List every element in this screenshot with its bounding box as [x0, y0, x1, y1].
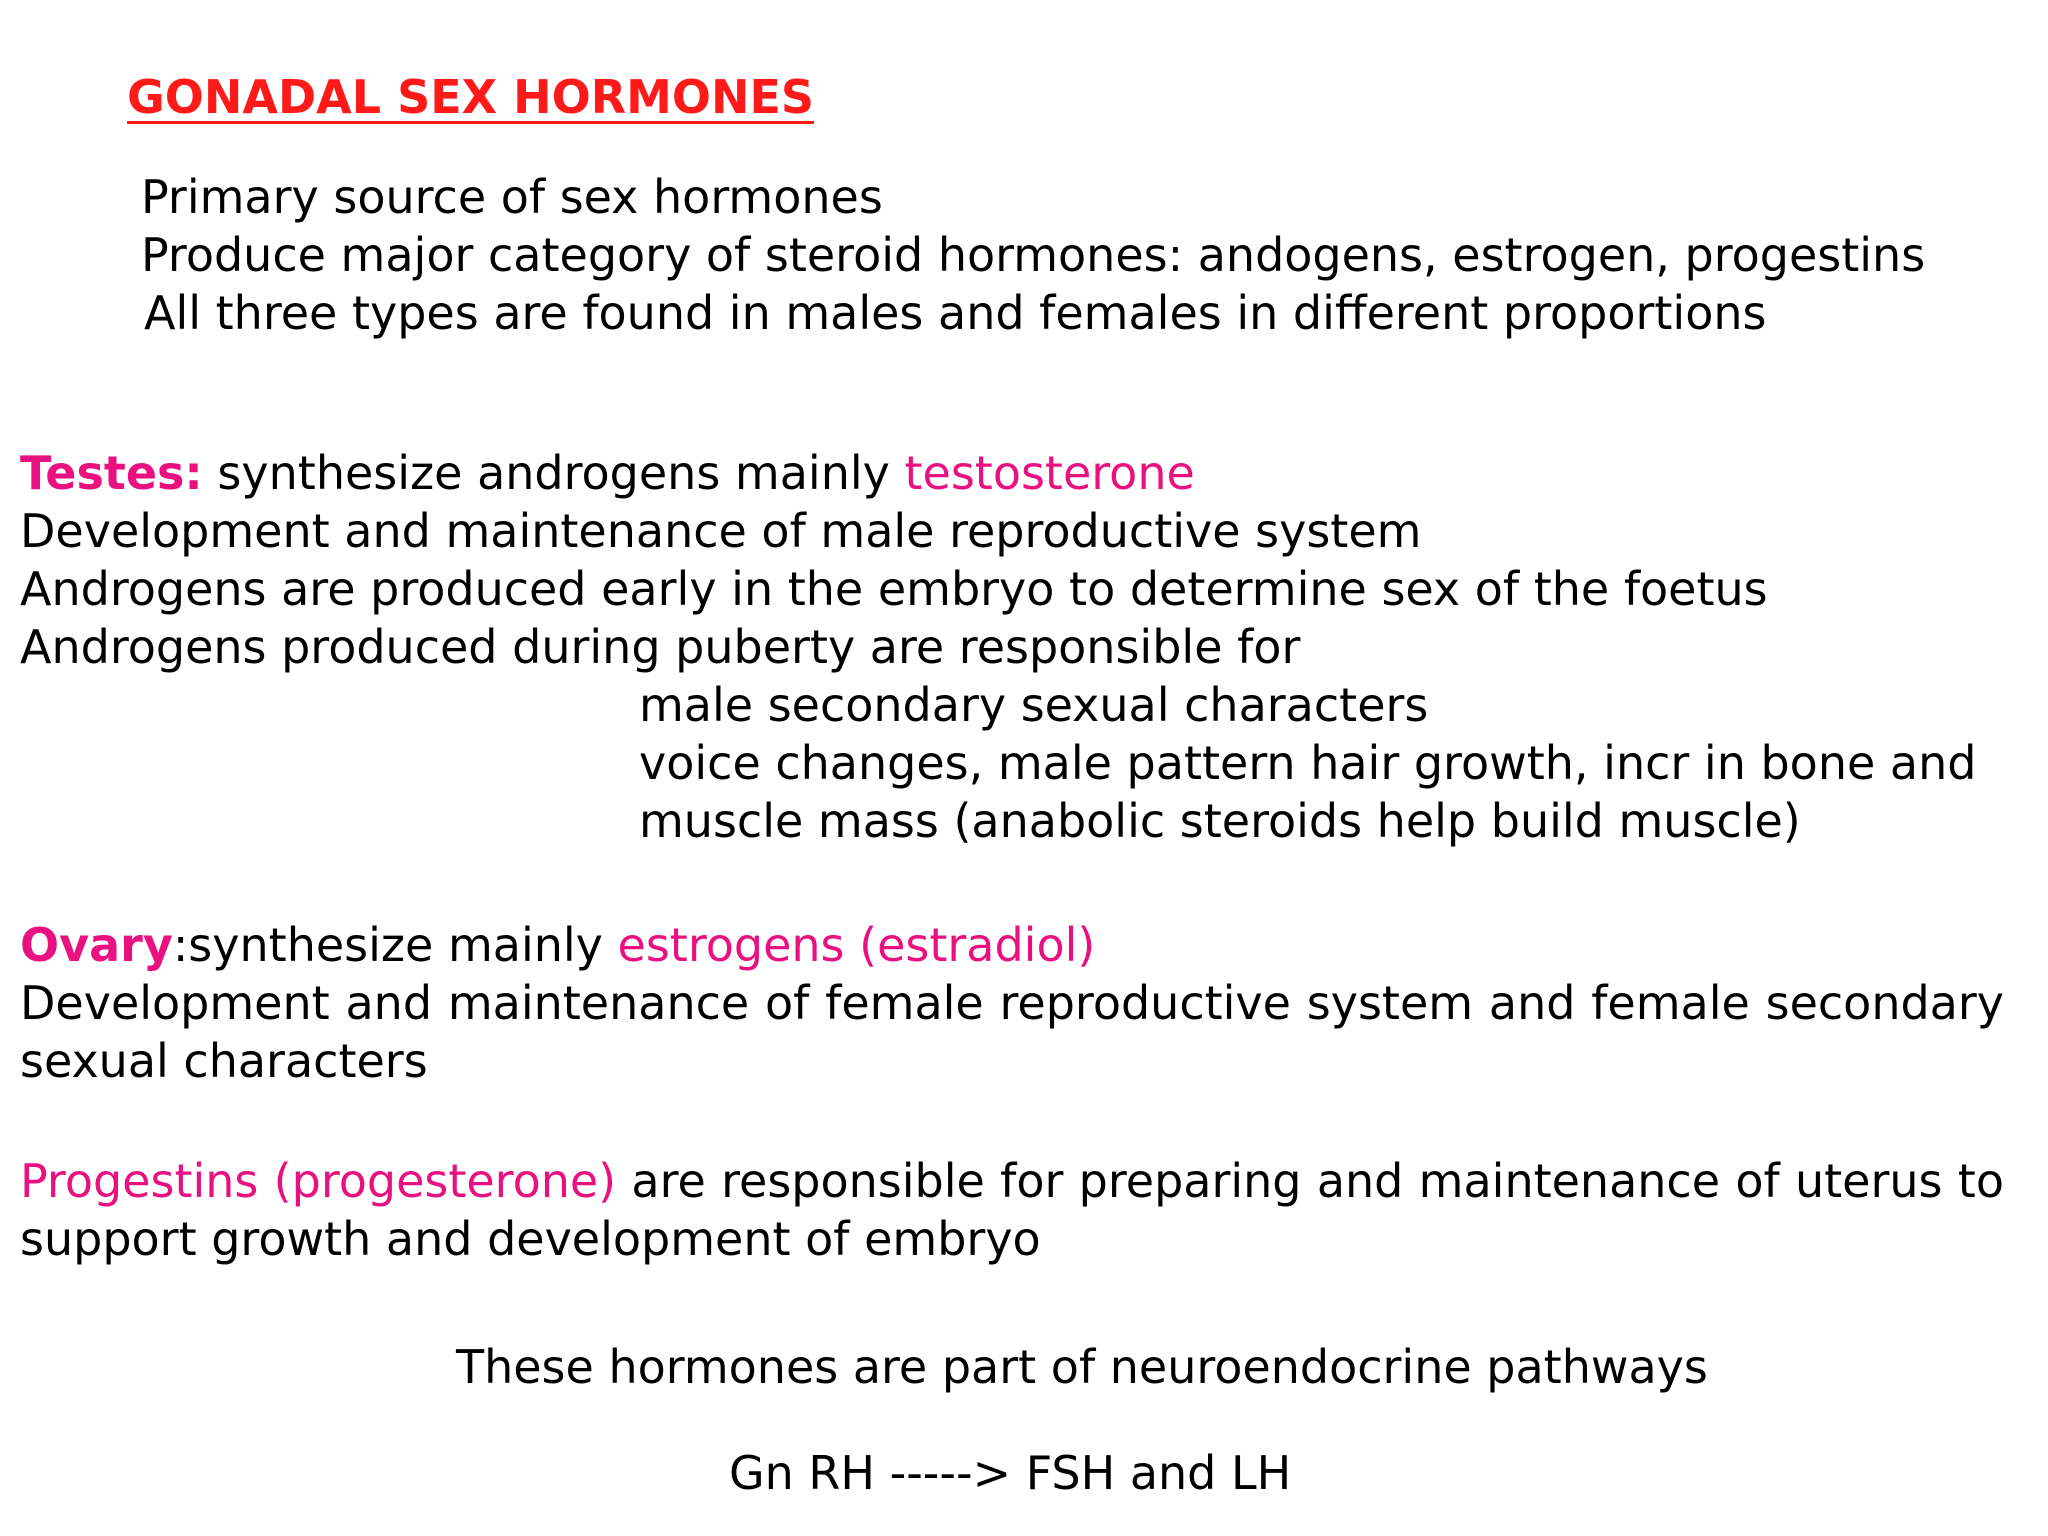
slide-title: GONADAL SEX HORMONES	[127, 70, 815, 124]
ovary-line-2: sexual characters	[20, 1034, 428, 1088]
testes-sub-line-1: male secondary sexual characters	[639, 678, 1429, 732]
intro-line-2: Produce major category of steroid hormones: andogens, estrogen, progestins	[141, 228, 1926, 282]
testes-line-1: Development and maintenance of male reproductive system	[20, 504, 1422, 558]
testes-heading-line	[20, 444, 1195, 502]
ovary-label: Ovary	[20, 918, 173, 972]
testes-line-2: Androgens are produced early in the embryo to determine sex of the foetus	[20, 562, 1768, 616]
footer-line-1: These hormones are part of neuroendocrine pathways	[456, 1340, 1708, 1394]
ovary-text: :synthesize mainly	[172, 918, 618, 972]
progestins-line-1	[20, 1152, 2004, 1210]
testes-sub-line-2: voice changes, male pattern hair growth, incr in bone and	[639, 736, 1977, 790]
progestins-highlight: Progestins (progesterone)	[20, 1154, 617, 1208]
progestins-text: are responsible for preparing and maintenance of uterus to	[616, 1154, 2004, 1208]
footer-line-2: Gn RH -----> FSH and LH	[729, 1446, 1292, 1500]
ovary-heading-line	[20, 916, 1095, 974]
testes-text: synthesize androgens mainly	[202, 446, 905, 500]
testes-sub-line-3: muscle mass (anabolic steroids help build muscle)	[639, 794, 1801, 848]
ovary-line-1: Development and maintenance of female reproductive system and female secondary	[20, 976, 2004, 1030]
intro-line-3: All three types are found in males and females in different proportions	[144, 286, 1767, 340]
testes-highlight: testosterone	[904, 446, 1195, 500]
testes-line-3: Androgens produced during puberty are responsible for	[20, 620, 1301, 674]
testes-label: Testes:	[20, 446, 203, 500]
ovary-highlight: estrogens (estradiol)	[617, 918, 1096, 972]
intro-line-1: Primary source of sex hormones	[141, 170, 883, 224]
progestins-line-2: support growth and development of embryo	[20, 1212, 1041, 1266]
